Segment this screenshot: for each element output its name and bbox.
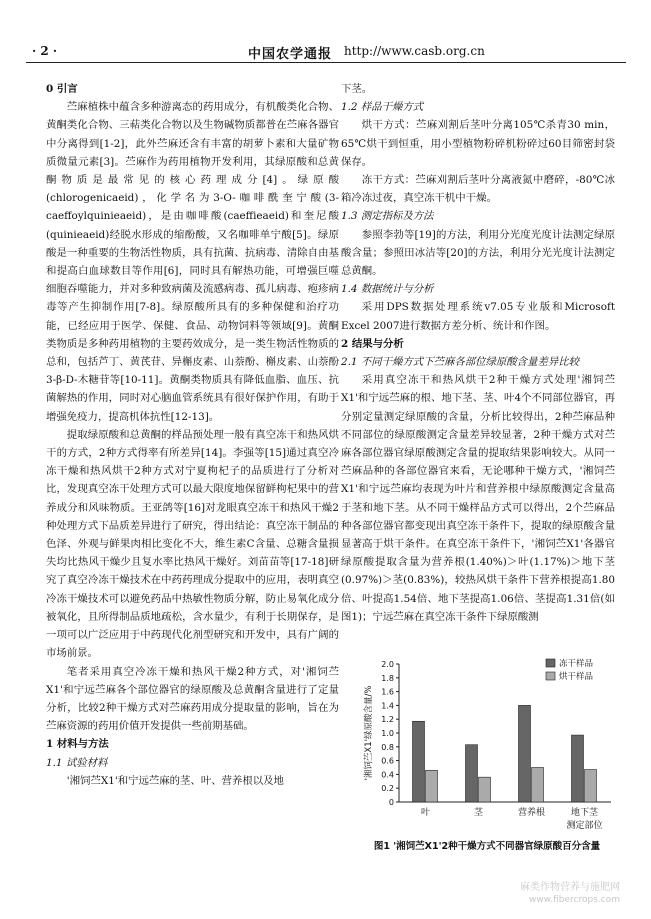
subsection-heading: 1.3 测定指标及方法 <box>341 210 434 223</box>
bar <box>572 735 584 802</box>
bar <box>426 770 438 802</box>
y-tick-label: 1.0 <box>381 729 394 738</box>
paragraph: 冻干方式：苎麻刈割后茎叶分离液氮中磨碎，-80℃冰箱冷冻过夜，真空冻干机中干燥。 <box>341 174 615 205</box>
figure-caption: 图1 '湘饲苎X1'2种干燥方式不同器官绿原酸百分含量 <box>373 841 601 852</box>
section-heading-results: 2 结果与分析 <box>341 337 404 350</box>
x-tick-label: 营养根 <box>517 808 546 818</box>
legend-swatch <box>546 659 555 667</box>
x-tick-label: 地下茎 <box>570 808 599 818</box>
page-number: · 2 · <box>32 44 58 58</box>
left-column <box>46 80 339 790</box>
paragraph: 烘干方式：苎麻刈割后茎叶分离105℃杀青30 min，65℃烘干到恒重，用小型植物粉碎机粉碎过60目筛密封袋保存。 <box>341 119 615 168</box>
bar <box>585 770 597 802</box>
journal-name: 中国农学通报 <box>248 47 333 62</box>
y-tick-label: 1.2 <box>381 715 394 725</box>
subsection-heading: 2.1 不同干燥方式下苎麻各部位绿原酸含量差异比较 <box>341 356 580 369</box>
page-header <box>26 40 626 63</box>
subsection-heading: 1.2 样品干燥方式 <box>341 101 424 114</box>
bar <box>413 721 425 802</box>
subsection-heading: 1.4 数据统计与分析 <box>341 283 434 296</box>
y-tick-label: 2.0 <box>381 660 394 669</box>
y-tick-label: 1.8 <box>381 673 394 683</box>
journal-url: http://www.casb.org.cn <box>344 44 485 58</box>
watermark-text: 麻类作物营养与施肥网 <box>520 882 620 893</box>
watermark <box>520 882 620 906</box>
paragraph: 下茎。 <box>341 83 373 95</box>
paragraph: 采用真空冻干和热风烘干2种干燥方式处理'湘饲苎X1'和宁远苎麻的根、地下茎、茎、叶4个不同部位器官，再分别定量测定绿原酸的含量，分析比较得出，2种苎麻品种不同部位的绿原酸测定含量差异较显著，2种干燥方式对苎麻各部位器官绿原酸测定含量的提取结果影响较大。从同一苎麻品种的各部位器官来看，无论哪种干燥方式，'湘饲苎X1'和宁远苎麻均表现为叶片和营养根中绿原酸测定含量高于茎和地下茎。从不同干燥样品方式可以得出，2个苎麻品种各部位器官都变现出真空冻干条件下，提取的绿原酸含量显著高于烘干条件。在真空冻干条件下，'湘饲苎X1'各器官绿原酸提取含量为营养根(1.40%)＞叶(1.17%)＞地下茎(0.97%)＞茎(0.83%)，较热风烘干条件下营养根提高1.80倍、叶提高1.54倍、地下茎提高1.06倍、茎提高1.31倍(如图1)；宁远苎麻在真空冻干条件下绿原酸测 <box>341 374 615 623</box>
legend-label: 冻干样品 <box>559 659 594 669</box>
legend-swatch <box>546 672 555 680</box>
bar <box>466 745 478 802</box>
paragraph: 苎麻植株中蕴含多种游离态的药用成分，有机酸类化合物、黄酮类化合物、三萜类化合物以及生物碱物质都普在苎麻各器官中分离得到[1-2]，此外苎麻还含有丰富的胡萝卜素和大量矿物质微量元素[3]。苎麻作为药用植物开发利用，其绿原酸和总黄酮物质是最常见的核心药理成分[4]。绿原酸(chlorogenicaeid)，化学名为3-O-咖啡酰奎宁酸(3-caeffoylquinieaeid)，是由咖啡酸(caeffieaeid)和奎尼酸(quinieaeid)经脱水形成的缩酚酸，又名咖啡单宁酸[5]。绿原酸是一种重要的生物活性物质，具有抗菌、抗病毒、清除自由基和提高白血球数目等作用[6]，同时具有解热功能，可增强巨噬细胞吞噬能力，并对多种致病菌及流感病毒、孤儿病毒、疱疹病毒等产生抑制作用[7-8]。绿原酸所具有的多种保健和治疗功能，已经应用于医学、保健、食品、动物饲料等领域[9]。黄酮类物质是多种药用植物的主要药效成分，是一类生物活性物质的总和，包括芦丁、黄芪苷、异槲皮素、山萘酚、槲皮素、山萘酚3-β-D-木糖苷等[10-11]。黄酮类物质具有降低血脂、血压、抗菌解热的作用，同时对心脑血管系统具有很好保护作用，有助于增强免疫力，提高机体抗性[12-13]。 <box>46 101 339 423</box>
y-tick-label: 1.4 <box>381 701 394 711</box>
watermark-url: www.fibercrops.com <box>529 895 620 905</box>
legend-label: 烘干样品 <box>559 672 594 682</box>
y-axis-label: '湘饲苎X1'绿原酸含量/% <box>364 685 374 781</box>
paragraph: '湘饲苎X1'和宁远苎麻的茎、叶、营养根以及地 <box>66 774 284 787</box>
x-tick-label: 茎 <box>473 808 484 818</box>
x-tick-label: 叶 <box>420 808 431 818</box>
section-heading-intro: 0 引言 <box>46 83 78 95</box>
bar <box>519 705 531 802</box>
y-tick-label: 0 <box>388 798 394 807</box>
y-tick-label: 0.2 <box>381 784 394 794</box>
paragraph: 参照李勃等[19]的方法，利用分光度光度计法测定绿原酸含量；参照田冰洁等[20]的方法，利用分光光度计法测定总黄酮。 <box>341 228 615 278</box>
right-column <box>341 80 615 626</box>
bar <box>532 768 544 803</box>
y-tick-label: 1.6 <box>381 687 394 697</box>
bar <box>479 777 491 802</box>
paragraph: 笔者采用真空冷冻干燥和热风干燥2种方式，对'湘饲苎X1'和宁远苎麻各个部位器官的绿原酸及总黄酮含量进行了定量分析，比较2种干燥方式对苎麻药用成分提取量的影响，旨在为苎麻资源的药用价值开发提供一些前期基础。 <box>46 665 339 733</box>
paragraph: 采用DPS数据处理系统v7.05专业版和Microsoft Excel 2007进行数据方差分析、统计和作图。 <box>341 301 615 332</box>
y-tick-label: 0.4 <box>381 770 394 780</box>
bar-chart <box>341 652 621 837</box>
x-axis-sublabel: 测定部位 <box>566 821 603 831</box>
y-tick-label: 0.8 <box>381 742 394 752</box>
paragraph: 提取绿原酸和总黄酮的样品预处理一般有真空冻干和热风烘干的方式，2种方式得率有所差异[14]。李强等[15]通过真空冷冻干燥和热风烘干2种方式对宁夏枸杞子的品质进行了分析对比，发现真空冻干处理方式可以最大限度地保留鲜枸杞果中的营养成分和风味物质。王亚鸽等[16]对龙眼真空冻干和热风干燥2种处理方式下品质差异进行了研究，得出结论：真空冻干制品的色泽、外观与鲜果肉相比变化不大，维生素C含量、总糖含量损失均比热风干燥少且复水率比热风干燥好。刘苗苗等[17-18]研究了真空冷冻干燥技术在中药药理成分提取中的应用，表明真空冷冻干燥技术可以避免药品中热敏性物质分解，防止易氧化成分被氧化，且所得制品质地疏松，含水量少，有利于长期保存，是一项可以广泛应用于中药现代化剂型研究和开发中，具有广阔的市场前景。 <box>46 428 339 660</box>
subsection-heading: 1.1 试验材料 <box>46 756 108 769</box>
section-heading-methods: 1 材料与方法 <box>46 738 109 751</box>
y-tick-label: 0.6 <box>381 756 394 766</box>
